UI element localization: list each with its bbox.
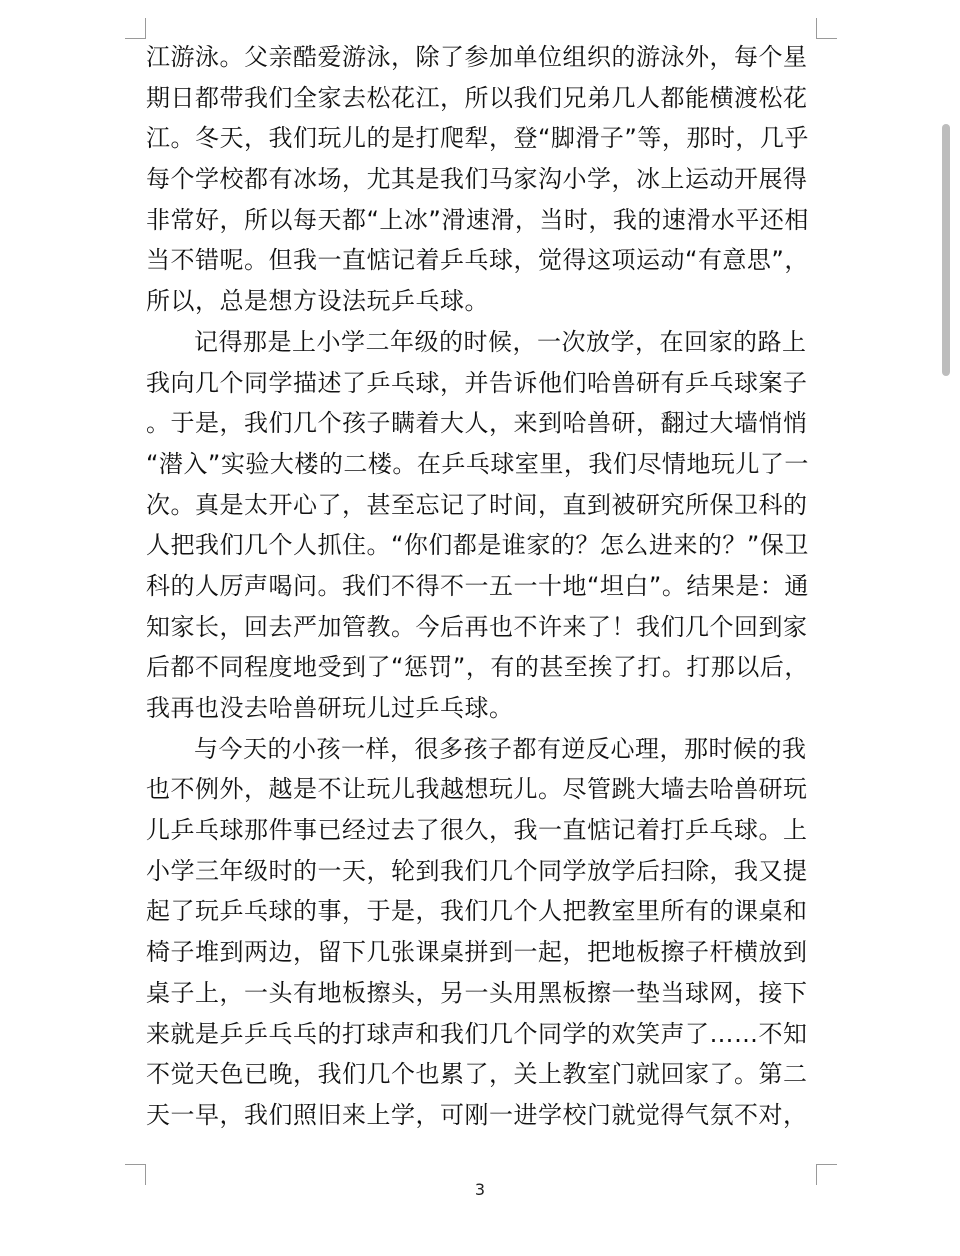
- text-line: 非常好，所以每天都“上冰”滑速滑，当时，我的速滑水平还相: [146, 205, 809, 234]
- text-line: 当不错呢。但我一直惦记着乒乓球，觉得这项运动“有意思”，: [146, 246, 809, 275]
- page-number: 3: [474, 1180, 486, 1199]
- text-line: “潜入”实验大楼的二楼。在乒乓球室里，我们尽情地玩儿了一: [146, 449, 809, 478]
- text-line: 记得那是上小学二年级的时候，一次放学，在回家的路上: [194, 327, 807, 356]
- text-line: 江游泳。父亲酷爱游泳，除了参加单位组织的游泳外，每个星: [146, 43, 808, 71]
- text-line: 次。真是太开心了，甚至忘记了时间，直到被研究所保卫科的: [146, 490, 808, 519]
- vertical-scrollbar-thumb[interactable]: [942, 124, 950, 376]
- text-line: 来就是乒乒乓乓的打球声和我们几个同学的欢笑声了……不知: [146, 1019, 808, 1048]
- text-line: 小学三年级时的一天，轮到我们几个同学放学后扫除，我又提: [146, 856, 808, 885]
- text-line: 不觉天色已晚，我们几个也累了，关上教室门就回家了。第二: [146, 1060, 808, 1089]
- text-line: 所以，总是想方设法玩乒乓球。: [146, 287, 489, 316]
- text-line: 我再也没去哈兽研玩儿过乒乓球。: [146, 694, 514, 722]
- text-line: 期日都带我们全家去松花江，所以我们兄弟几人都能横渡松花: [146, 83, 808, 112]
- text-line: 起了玩乒乓球的事，于是，我们几个人把教室里所有的课桌和: [146, 897, 808, 926]
- text-line: 儿乒乓球那件事已经过去了很久，我一直惦记着打乒乓球。上: [146, 816, 808, 845]
- document-body: [146, 37, 826, 1136]
- text-line: 科的人厉声喝问。我们不得不一五一十地“坦白”。结果是：通: [146, 571, 809, 600]
- crop-mark-top-left: [125, 18, 146, 39]
- text-line: 也不例外，越是不让玩儿我越想玩儿。尽管跳大墙去哈兽研玩: [146, 775, 808, 804]
- text-line: 每个学校都有冰场，尤其是我们马家沟小学，冰上运动开展得: [146, 165, 808, 194]
- text-line: 人把我们几个人抓住。“你们都是谁家的？怎么进来的？”保卫: [146, 531, 809, 560]
- text-line: 与今天的小孩一样，很多孩子都有逆反心理，那时候的我: [194, 734, 807, 763]
- text-line: 桌子上，一头有地板擦头，另一头用黑板擦一垫当球网，接下: [146, 978, 808, 1007]
- text-line: 江。冬天，我们玩儿的是打爬犁，登“脚滑子”等，那时，几乎: [146, 124, 809, 153]
- crop-mark-top-right: [816, 18, 837, 39]
- text-line: 。于是，我们几个孩子瞒着大人，来到哈兽研，翻过大墙悄悄: [146, 409, 808, 438]
- text-line: 我向几个同学描述了乒乓球，并告诉他们哈兽研有乒乓球案子: [146, 368, 808, 397]
- text-line: 后都不同程度地受到了“惩罚”，有的甚至挨了打。打那以后，: [146, 653, 809, 682]
- text-line: 椅子堆到两边，留下几张课桌拼到一起，把地板擦子杆横放到: [146, 938, 808, 967]
- text-line: 天一早，我们照旧来上学，可刚一进学校门就觉得气氛不对，: [146, 1100, 808, 1129]
- text-line: 知家长，回去严加管教。今后再也不许来了！我们几个回到家: [146, 612, 808, 641]
